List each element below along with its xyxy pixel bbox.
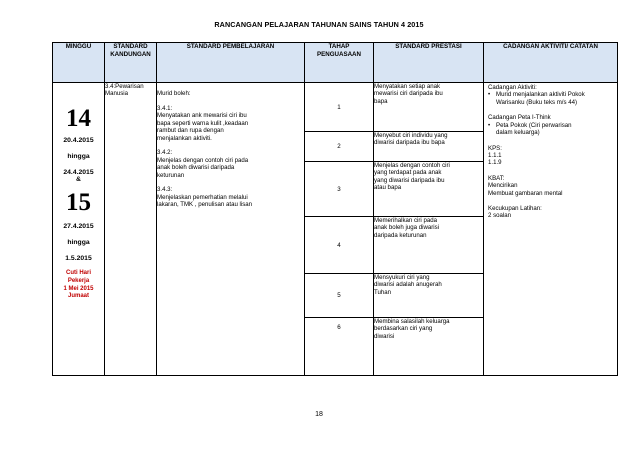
- standard-kandungan-cell: 3.4:Pewarisan Manusia: [105, 83, 157, 376]
- bullet-icon: •: [488, 91, 491, 99]
- ithink-heading: Cadangan Peta I-Think: [488, 114, 551, 122]
- bullet-icon: •: [488, 121, 491, 129]
- kps-item: 1.1.1: [488, 151, 502, 159]
- cadangan-heading: Cadangan Aktiviti:: [488, 84, 537, 91]
- tp-level-5: 5: [305, 274, 374, 318]
- tp-level-2: 2: [305, 132, 374, 162]
- week-date-end: 24.4.2015: [63, 169, 94, 176]
- list-item: [488, 91, 614, 106]
- header-minggu: MINGGU: [53, 43, 105, 83]
- week-number-14: 14: [66, 105, 91, 132]
- week-date-start: 20.4.2015: [63, 137, 94, 144]
- header-tahap-penguasaan: TAHAP PENGUASAAN: [305, 43, 374, 83]
- holiday-note: Cuti Hari Pekerja 1 Mei 2015 Jumaat: [63, 270, 94, 300]
- header-standard-pembelajaran: STANDARD PEMBELAJARAN: [157, 43, 305, 83]
- prestasi-level-1: Menyatakan setiap anak mewarisi ciri daripada ibu bapa: [374, 83, 484, 132]
- latihan-label: Kecukupan Latihan:: [488, 205, 542, 213]
- list-item: [488, 122, 614, 137]
- week2-date-end: 1.5.2015: [65, 255, 92, 262]
- tp-level-3: 3: [305, 162, 374, 217]
- prestasi-level-4: Memerihalkan ciri pada anak boleh juga diwarisi daripada keturunan: [374, 217, 484, 274]
- kbat-item: Membuat gambaran mental: [488, 189, 563, 197]
- week2-hingga: hingga: [67, 239, 90, 246]
- tp-level-6: 6: [305, 318, 374, 376]
- kps-item: 1.1.9: [488, 159, 502, 167]
- document-title: RANCANGAN PELAJARAN TAHUNAN SAINS TAHUN 4 2015: [214, 20, 424, 29]
- tp-level-1: 1: [305, 83, 374, 132]
- kps-label: KPS:: [488, 144, 502, 152]
- prestasi-level-5: Mensyukuri ciri yang diwarisi adalah anugerah Tuhan: [374, 274, 484, 318]
- prestasi-level-6: Membina salasilah keluarga berdasarkan ciri yang diwarisi: [374, 318, 484, 376]
- page-number: 18: [315, 411, 323, 418]
- cadangan-bullet-2: Peta Pokok (Ciri perwarisan dalam keluarga): [496, 121, 572, 137]
- header-standard-kandungan: STANDARD KANDUNGAN: [105, 43, 157, 83]
- week-hingga: hingga: [67, 153, 90, 160]
- cadangan-cell: [484, 83, 618, 376]
- header-cadangan: CADANGAN AKTIVITI/ CATATAN: [484, 43, 618, 83]
- header-standard-prestasi: STANDARD PRESTASI: [374, 43, 484, 83]
- tp-level-4: 4: [305, 217, 374, 274]
- lesson-plan-table: [52, 42, 618, 376]
- latihan-value: 2 soalan: [488, 212, 512, 220]
- prestasi-level-3: Menjelas dengan contoh ciri yang terdapat pada anak yang diwarisi daripada ibu atau bapa: [374, 162, 484, 217]
- week-number-15: 15: [66, 189, 91, 216]
- cadangan-bullet-1: Murid menjalankan aktiviti Pokok Warisanku (Buku teks m/s 44): [496, 91, 585, 106]
- kbat-item: Mencirikan: [488, 182, 518, 190]
- standard-pembelajaran-cell: Murid boleh: 3.4.1: Menyatakan ank mewarisi ciri ibu bapa seperti warna kulit ,keadaan rambut dan rupa dengan menjalankan aktiviti. 3.4.2: Menjelas dengan contoh ciri pada anak boleh diwarisi daripada keturunan 3.4.3: Menjelaskan pemerhatian melalui lakaran, TMK , penulisan atau lisan: [157, 83, 305, 376]
- week-ampersand: &: [76, 176, 81, 183]
- week2-date-start: 27.4.2015: [63, 223, 94, 230]
- week-cell: [53, 83, 105, 376]
- table-row: [53, 83, 618, 132]
- prestasi-level-2: Menyebut ciri individu yang diwarisi daripada ibu bapa: [374, 132, 484, 162]
- table-header-row: [53, 43, 618, 83]
- kbat-label: KBAT:: [488, 174, 505, 182]
